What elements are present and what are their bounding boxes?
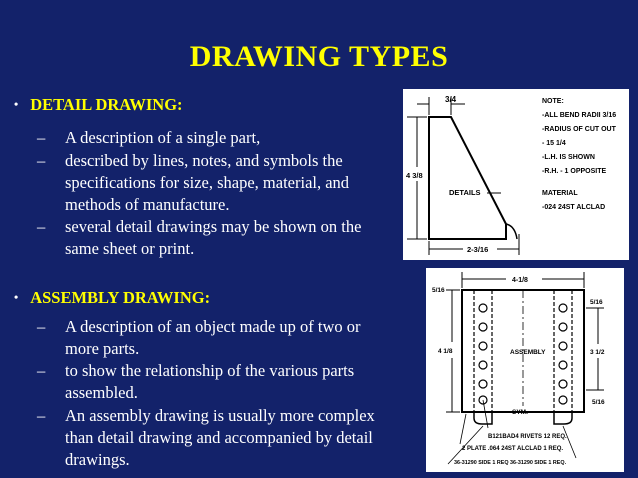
rivet: [559, 304, 567, 312]
assembly-drawing-svg: [426, 268, 624, 472]
section-heading: [14, 95, 183, 115]
dim-bottom-text: 2-3/16: [467, 245, 489, 254]
bullet-icon: •: [14, 97, 19, 111]
note-line: -L.H. IS SHOWN: [542, 154, 595, 161]
rivet: [559, 342, 567, 350]
dash-icon: –: [37, 361, 46, 380]
dim-left-text: 4 1/8: [438, 348, 453, 355]
note-line: - 15 1/4: [542, 140, 566, 147]
rivet: [559, 323, 567, 331]
leader-line: [563, 426, 576, 458]
sub-bullet-line: specifications for size, shape, material, and: [65, 173, 350, 192]
rivet: [559, 396, 567, 404]
part-outline: [429, 117, 506, 239]
dim-bottom-right-text: 5/16: [592, 399, 605, 406]
details-label: DETAILS: [449, 188, 481, 197]
part-cutout: [506, 224, 517, 239]
note-line: -ALL BEND RADII 3/16: [542, 112, 617, 119]
note-line: NOTE:: [542, 98, 564, 105]
bent-tab-right: [554, 412, 572, 424]
section-heading: [14, 288, 210, 308]
dim-left-text: 4 3/8: [406, 171, 423, 180]
rivet-column-left: [479, 304, 487, 404]
dash-icon: –: [37, 317, 46, 336]
leader-line: [460, 414, 466, 444]
dim-right-text: 3 1/2: [590, 349, 605, 356]
sym-label: SYM.: [512, 409, 528, 416]
section-heading-text: DETAIL DRAWING:: [30, 95, 183, 114]
callout-sides: 36-31290 SIDE 1 REQ 36-31290 SIDE 1 REQ.: [454, 460, 567, 466]
sub-bullet-line: methods of manufacture.: [65, 195, 230, 214]
rivet: [479, 361, 487, 369]
rivet-column-right: [559, 304, 567, 404]
callout-plate: 2 PLATE .064 24ST ALCLAD 1 REQ.: [462, 446, 564, 452]
dim-top-text: 3/4: [445, 95, 457, 104]
dim-top-left-text: 5/16: [432, 287, 445, 294]
dim-top-right-text: 5/16: [590, 299, 603, 306]
sub-bullet-line: assembled.: [65, 383, 138, 402]
dash-icon: –: [37, 406, 46, 425]
assembly-label: ASSEMBLY: [510, 349, 546, 356]
section-heading-text: ASSEMBLY DRAWING:: [30, 288, 211, 307]
sub-bullet-line: than detail drawing and accompanied by detail: [65, 428, 373, 447]
sub-bullet-line: A description of a single part,: [65, 128, 261, 147]
note-line: -RADIUS OF CUT OUT: [542, 126, 616, 133]
sub-bullet-line: to show the relationship of the various parts: [65, 361, 355, 380]
rivet: [559, 361, 567, 369]
bent-tab-left: [474, 412, 492, 424]
slide-title: DRAWING TYPES: [189, 40, 449, 73]
callout-rivets: B121BAD4 RIVETS 12 REQ.: [488, 434, 567, 440]
detail-drawing-figure: [403, 89, 629, 260]
sub-bullet-line: more parts.: [65, 339, 140, 358]
material-line: -024 24ST ALCLAD: [542, 204, 606, 211]
bullet-icon: •: [14, 290, 19, 304]
rivet: [479, 323, 487, 331]
dash-icon: –: [37, 151, 46, 170]
sub-bullet-line: described by lines, notes, and symbols the: [65, 151, 343, 170]
detail-drawing-svg: [403, 89, 629, 260]
rivet: [479, 304, 487, 312]
dim-top-text: 4-1/8: [512, 277, 528, 284]
leader-line: [448, 426, 483, 464]
rivet: [559, 380, 567, 388]
sub-bullet-line: An assembly drawing is usually more complex: [65, 406, 375, 425]
sub-bullet-line: drawings.: [65, 450, 130, 469]
dash-icon: –: [37, 128, 46, 147]
assembly-drawing-figure: [426, 268, 624, 472]
note-line: -R.H. - 1 OPPOSITE: [542, 168, 607, 175]
sub-bullet-line: several detail drawings may be shown on the: [65, 217, 362, 236]
sub-bullet-line: same sheet or print.: [65, 239, 195, 258]
rivet: [479, 342, 487, 350]
sub-bullet-line: A description of an object made up of two or: [65, 317, 361, 336]
material-heading: MATERIAL: [542, 190, 578, 197]
rivet: [479, 380, 487, 388]
dash-icon: –: [37, 217, 46, 236]
